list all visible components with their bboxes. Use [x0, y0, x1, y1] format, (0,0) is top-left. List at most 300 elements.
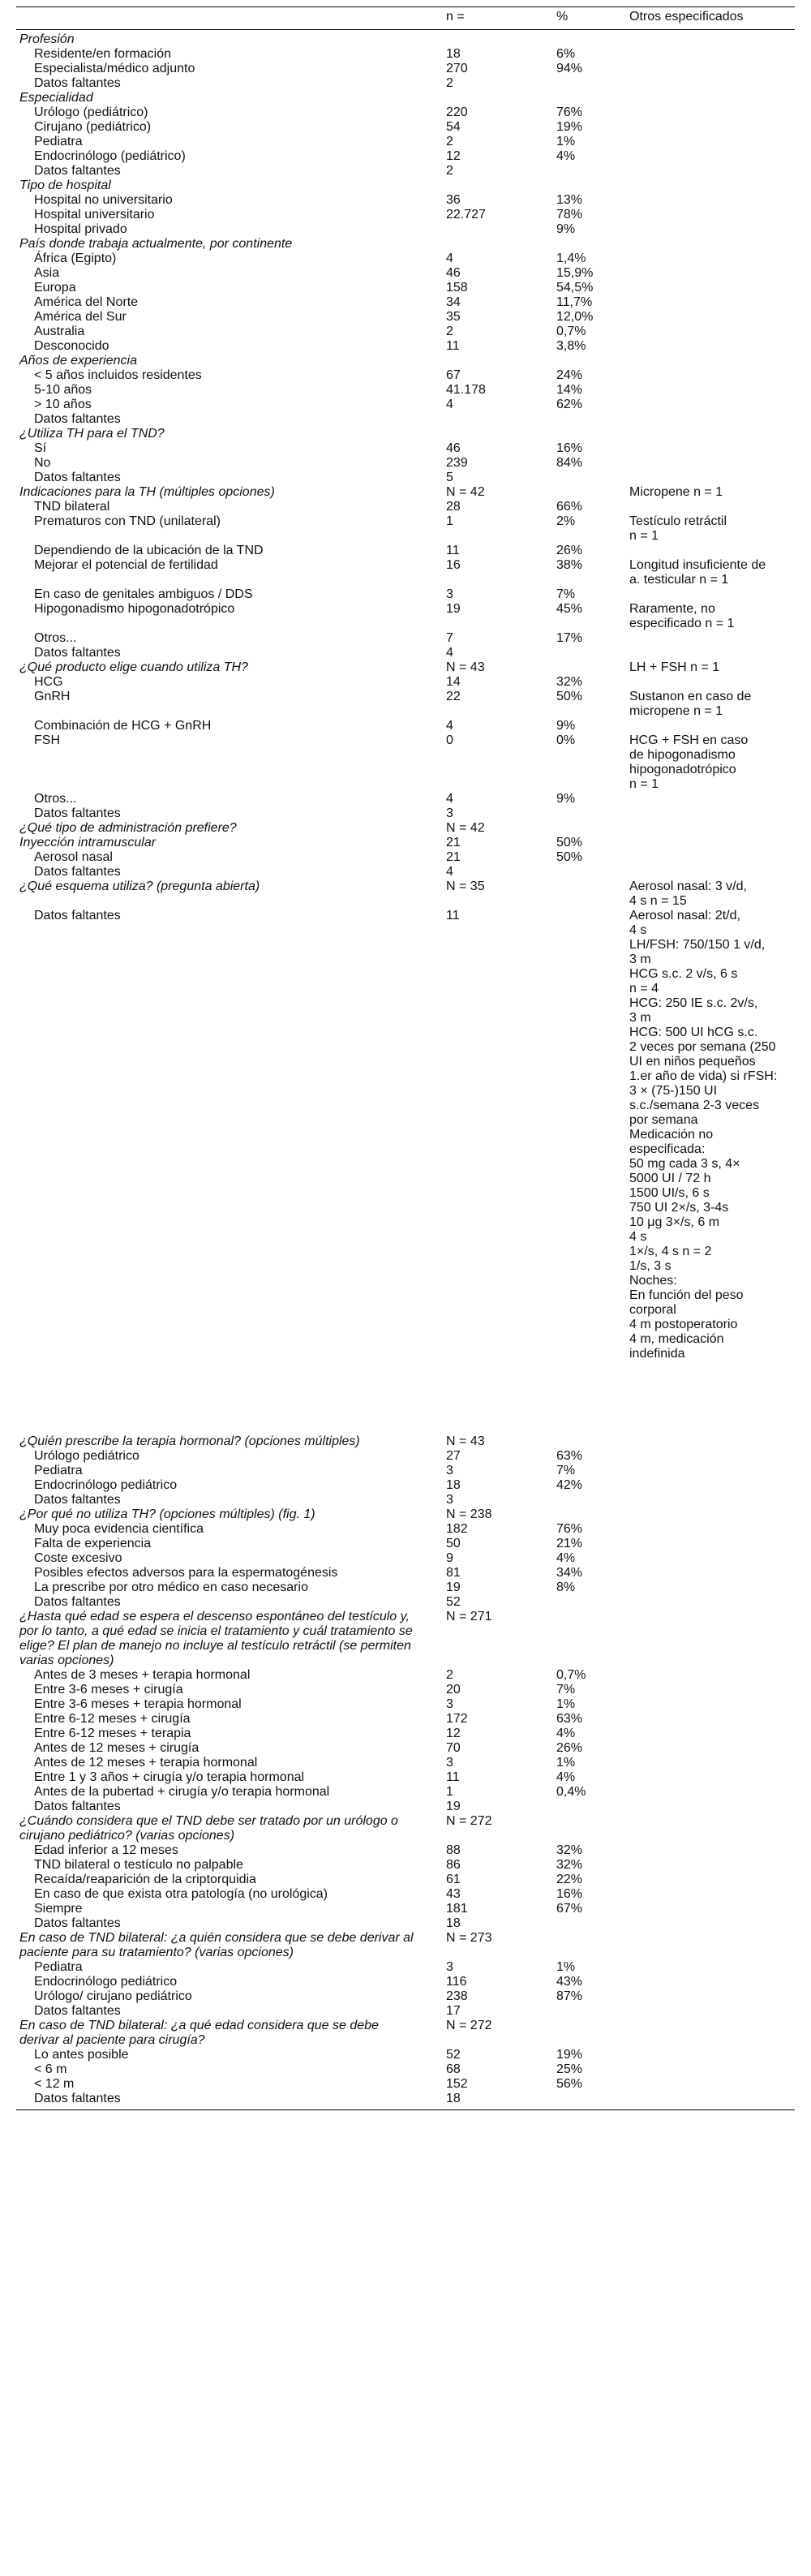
cell-n: 52 [446, 1595, 461, 1609]
table-row [0, 602, 811, 631]
row-label: Datos faltantes [34, 646, 121, 660]
table-row [0, 47, 811, 62]
cell-n: 22.727 [446, 208, 486, 221]
cell-percent: 26% [556, 544, 583, 557]
cell-percent: 9% [556, 719, 576, 733]
cell-n: 7 [446, 631, 453, 645]
cell-n: 2 [446, 1668, 453, 1682]
cell-n: 4 [446, 252, 453, 265]
section-row [0, 836, 811, 850]
table-row [0, 149, 811, 164]
row-label: Datos faltantes [34, 1493, 121, 1507]
table-row [0, 76, 811, 91]
cell-other: Aerosol nasal: 2t/d, 4 s LH/FSH: 750/150 1 v/d, 3 m HCG s.c. 2 v/s, 6 s n = 4 HCG: 250 IE s.c. 2v/s, 3 m HCG: 500 UI hCG s.c. 2 veces por semana (250 UI en niños pequeños 1.er año de vida) si rFSH: 3 × (75-)150 UI s.c./semana 2-3 veces por semana Medicación no especificada: 50 mg cada 3 s, 4× 5000 UI / 72 h 1500 UI/s, 6 s 750 UI 2×/s, 3-4s 10 μg 3×/s, 6 m 4 s 1×/s, 4 s n = 2 1/s, 3 s Noches: En función del peso corporal 4 m postoperatorio 4 m, medicación indefinida [629, 909, 778, 1361]
row-label: Endocrinólogo pediátrico [34, 1975, 178, 1989]
cell-other: Micropene n = 1 [629, 485, 723, 499]
table-row [0, 1756, 811, 1770]
cell-n: 3 [446, 1697, 453, 1711]
table-row [0, 1668, 811, 1683]
cell-percent: 4% [556, 149, 576, 163]
cell-percent: 7% [556, 1683, 576, 1697]
row-label: Datos faltantes [34, 76, 121, 90]
table-row [0, 105, 811, 120]
section-row [0, 427, 811, 441]
cell-percent: 1% [556, 1697, 576, 1711]
row-label: HCG [34, 675, 63, 689]
cell-n: 70 [446, 1741, 461, 1755]
row-label: Otros... [34, 792, 77, 806]
cell-percent: 4% [556, 1727, 576, 1740]
cell-percent: 42% [556, 1478, 583, 1492]
cell-percent: 32% [556, 1858, 583, 1872]
cell-n: N = 42 [446, 821, 485, 835]
cell-other: HCG + FSH en caso de hipogonadismo hipogonadotrópico n = 1 [629, 733, 749, 791]
row-label: Antes de 12 meses + terapia hormonal [34, 1756, 258, 1770]
row-label: > 10 años [34, 398, 92, 411]
cell-percent: 12,0% [556, 310, 594, 324]
table-row [0, 252, 811, 266]
table-row [0, 1858, 811, 1873]
cell-percent: 4% [556, 1770, 576, 1784]
section-row [0, 354, 811, 368]
table-row [0, 1551, 811, 1566]
cell-percent: 7% [556, 1464, 576, 1477]
table-row [0, 1522, 811, 1537]
cell-percent: 25% [556, 2062, 583, 2076]
cell-n: 0 [446, 733, 453, 747]
table-row [0, 2048, 811, 2062]
section-label: ¿Hasta qué edad se espera el descenso espontáneo del testículo y, por lo tanto, a qué edad se inicia el tratamiento y cuál tratamiento se elige? El plan de manejo no incluye al testículo retráctil (se permiten varias opciones) [19, 1610, 413, 1667]
table-row [0, 383, 811, 398]
table-row [0, 1770, 811, 1785]
table-row [0, 164, 811, 178]
cell-percent: 9% [556, 792, 576, 806]
row-label: Residente/en formación [34, 47, 171, 61]
table-row [0, 398, 811, 412]
section-row [0, 1931, 811, 1960]
section-row [0, 821, 811, 836]
section-label: Inyección intramuscular [19, 836, 157, 849]
cell-n: N = 272 [446, 2019, 492, 2032]
cell-n: 2 [446, 76, 453, 90]
cell-n: 20 [446, 1683, 461, 1697]
table-row [0, 281, 811, 295]
cell-other: LH + FSH n = 1 [629, 660, 720, 674]
table-row [0, 456, 811, 471]
row-label: Datos faltantes [34, 1595, 121, 1609]
cell-n: 34 [446, 295, 461, 309]
row-label: Coste excesivo [34, 1551, 122, 1565]
cell-n: 11 [446, 339, 460, 353]
cell-percent: 9% [556, 222, 576, 236]
row-label: Antes de 12 meses + cirugía [34, 1741, 200, 1755]
row-label: Cirujano (pediátrico) [34, 120, 152, 134]
row-label: África (Egipto) [34, 252, 117, 265]
row-label: Antes de 3 meses + terapia hormonal [34, 1668, 251, 1682]
row-label: Entre 6-12 meses + terapia [34, 1727, 191, 1740]
cell-n: 158 [446, 281, 468, 295]
cell-n: 19 [446, 602, 461, 616]
cell-percent: 50% [556, 850, 583, 864]
cell-percent: 15,9% [556, 266, 594, 280]
cell-n: 21 [446, 836, 461, 849]
cell-other: Raramente, no especificado n = 1 [629, 602, 735, 630]
table-row [0, 1683, 811, 1697]
cell-n: 5 [446, 471, 453, 484]
table-row [0, 266, 811, 281]
table-row [0, 733, 811, 792]
table-row [0, 295, 811, 310]
table-row [0, 690, 811, 719]
section-row [0, 91, 811, 105]
cell-n: 172 [446, 1712, 468, 1726]
row-label: Australia [34, 325, 85, 338]
row-label: Datos faltantes [34, 1800, 121, 1813]
cell-other: Testículo retráctil n = 1 [629, 514, 727, 543]
cell-n: 3 [446, 806, 453, 820]
table-row [0, 1464, 811, 1478]
cell-percent: 3,8% [556, 339, 586, 353]
table-row [0, 1960, 811, 1975]
cell-percent: 19% [556, 120, 583, 134]
cell-percent: 62% [556, 398, 583, 411]
section-label: Indicaciones para la TH (múltiples opciones) [19, 485, 275, 499]
cell-percent: 50% [556, 690, 583, 703]
cell-n: 152 [446, 2077, 468, 2091]
cell-n: 18 [446, 1916, 461, 1930]
table-row [0, 339, 811, 354]
section-label: ¿Qué producto elige cuando utiliza TH? [19, 660, 248, 674]
row-label: Urólogo (pediátrico) [34, 105, 148, 119]
cell-percent: 16% [556, 441, 583, 455]
section-row [0, 178, 811, 193]
cell-percent: 32% [556, 1843, 583, 1857]
cell-percent: 19% [556, 2048, 583, 2062]
table-row [0, 631, 811, 646]
table-row [0, 514, 811, 544]
section-row [0, 879, 811, 909]
table-row [0, 1566, 811, 1580]
table-row [0, 544, 811, 558]
table-row [0, 2004, 811, 2019]
table-row [0, 310, 811, 325]
cell-n: N = 238 [446, 1507, 492, 1521]
row-label: América del Sur [34, 310, 127, 324]
row-label: Falta de experiencia [34, 1537, 152, 1550]
table-row [0, 1800, 811, 1814]
table-row [0, 1741, 811, 1756]
row-label: La prescribe por otro médico en caso necesario [34, 1580, 308, 1594]
row-label: GnRH [34, 690, 71, 703]
cell-percent: 32% [556, 675, 583, 689]
row-label: Pediatra [34, 1960, 83, 1974]
row-label: Combinación de HCG + GnRH [34, 719, 212, 733]
cell-percent: 1,4% [556, 252, 586, 265]
row-label: Entre 3-6 meses + cirugía [34, 1683, 183, 1697]
table-row [0, 1449, 811, 1464]
row-label: TND bilateral [34, 500, 110, 514]
cell-percent: 0% [556, 733, 576, 747]
section-row [0, 1507, 811, 1522]
section-row [0, 2019, 811, 2048]
row-label: Datos faltantes [34, 412, 121, 426]
cell-percent: 63% [556, 1712, 583, 1726]
cell-n: 3 [446, 1493, 453, 1507]
cell-n: 12 [446, 149, 461, 163]
cell-percent: 0,4% [556, 1785, 586, 1799]
table-row [0, 1537, 811, 1551]
row-label: Pediatra [34, 1464, 83, 1477]
cell-percent: 50% [556, 836, 583, 849]
row-label: Pediatra [34, 135, 83, 148]
table-header-rule [16, 29, 795, 30]
section-label: ¿Quién prescribe la terapia hormonal? (opciones múltiples) [19, 1434, 360, 1448]
row-label: 5-10 años [34, 383, 92, 397]
cell-percent: 94% [556, 62, 583, 75]
row-label: Recaída/reaparición de la criptorquidia [34, 1873, 256, 1886]
cell-percent: 8% [556, 1580, 576, 1594]
cell-n: 3 [446, 1960, 453, 1974]
table-row [0, 646, 811, 660]
cell-n: 16 [446, 558, 461, 572]
section-label: País donde trabaja actualmente, por continente [19, 237, 293, 251]
cell-percent: 43% [556, 1975, 583, 1989]
row-label: Urólogo/ cirujano pediátrico [34, 1989, 192, 2003]
cell-n: 116 [446, 1975, 467, 1989]
cell-other: Longitud insuficiente de a. testicular n = 1 [629, 558, 766, 587]
row-label: Especialista/médico adjunto [34, 62, 195, 75]
row-label: TND bilateral o testículo no palpable [34, 1858, 243, 1872]
cell-percent: 11,7% [556, 295, 593, 309]
row-label: < 12 m [34, 2077, 75, 2091]
row-label: Aerosol nasal [34, 850, 113, 864]
cell-percent: 63% [556, 1449, 583, 1463]
cell-n: 21 [446, 850, 461, 864]
table-row [0, 719, 811, 733]
cell-n: 46 [446, 266, 461, 280]
row-label: Lo antes posible [34, 2048, 129, 2062]
section-row [0, 485, 811, 500]
row-label: Siempre [34, 1902, 83, 1916]
cell-percent: 17% [556, 631, 583, 645]
table-row [0, 1902, 811, 1916]
cell-n: 182 [446, 1522, 468, 1536]
cell-n: N = 43 [446, 1434, 485, 1448]
cell-n: 28 [446, 500, 461, 514]
table-row [0, 1975, 811, 1989]
row-label: Entre 3-6 meses + terapia hormonal [34, 1697, 242, 1711]
cell-n: 54 [446, 120, 461, 134]
table-row [0, 1916, 811, 1931]
table-row [0, 909, 811, 1434]
table-row [0, 1727, 811, 1741]
table-row [0, 412, 811, 427]
cell-n: N = 271 [446, 1610, 492, 1623]
cell-n: 2 [446, 164, 453, 178]
cell-n: 270 [446, 62, 468, 75]
row-label: Edad inferior a 12 meses [34, 1843, 178, 1857]
cell-percent: 45% [556, 602, 583, 616]
row-label: Dependiendo de la ubicación de la TND [34, 544, 264, 557]
section-row [0, 1814, 811, 1843]
section-label: En caso de TND bilateral: ¿a qué edad considera que se debe derivar al paciente para cirugía? [19, 2019, 379, 2047]
cell-n: 4 [446, 646, 453, 660]
section-label: Profesión [19, 32, 75, 46]
cell-percent: 87% [556, 1989, 583, 2003]
cell-n: 43 [446, 1887, 461, 1901]
cell-n: N = 272 [446, 1814, 492, 1828]
table-row [0, 208, 811, 222]
table-row [0, 471, 811, 485]
table-row [0, 2062, 811, 2077]
row-label: América del Norte [34, 295, 139, 309]
table-header-row [0, 10, 811, 28]
cell-percent: 56% [556, 2077, 583, 2091]
section-label: Años de experiencia [19, 354, 137, 368]
row-label: Hospital no universitario [34, 193, 173, 207]
row-label: Hospital privado [34, 222, 127, 236]
header-n: n = [446, 10, 465, 24]
cell-percent: 38% [556, 558, 583, 572]
cell-percent: 22% [556, 1873, 583, 1886]
cell-n: 4 [446, 398, 453, 411]
section-row [0, 660, 811, 675]
row-label: Endocrinólogo pediátrico [34, 1478, 178, 1492]
cell-n: 50 [446, 1537, 461, 1550]
cell-n: 81 [446, 1566, 461, 1580]
cell-n: 18 [446, 1478, 461, 1492]
table-row [0, 1478, 811, 1493]
header-percent: % [556, 10, 569, 24]
cell-n: 12 [446, 1727, 461, 1740]
section-label: ¿Qué esquema utiliza? (pregunta abierta) [19, 879, 260, 893]
cell-n: 4 [446, 792, 453, 806]
cell-n: 1 [446, 514, 453, 528]
cell-percent: 14% [556, 383, 583, 397]
row-label: Antes de la pubertad + cirugía y/o terapia hormonal [34, 1785, 330, 1799]
header-other: Otros especificados [629, 10, 744, 24]
cell-n: N = 273 [446, 1931, 492, 1945]
table-row [0, 1843, 811, 1858]
row-label: Datos faltantes [34, 2004, 121, 2018]
row-label: Datos faltantes [34, 2092, 121, 2105]
section-row [0, 237, 811, 252]
cell-percent: 16% [556, 1887, 583, 1901]
cell-n: 46 [446, 441, 461, 455]
cell-other: Sustanon en caso de micropene n = 1 [629, 690, 752, 718]
cell-percent: 34% [556, 1566, 583, 1580]
cell-n: 41.178 [446, 383, 486, 397]
cell-n: 3 [446, 587, 453, 601]
cell-n: 4 [446, 719, 453, 733]
table-row [0, 500, 811, 514]
table-row [0, 675, 811, 690]
cell-other: Aerosol nasal: 3 v/d, 4 s n = 15 [629, 879, 747, 908]
row-label: Datos faltantes [34, 164, 121, 178]
cell-percent: 78% [556, 208, 583, 221]
cell-n: 17 [446, 2004, 461, 2018]
table-row [0, 2077, 811, 2092]
table-row [0, 1580, 811, 1595]
row-label: Muy poca evidencia científica [34, 1522, 204, 1536]
table-row [0, 62, 811, 76]
table-row [0, 193, 811, 208]
table-row [0, 792, 811, 806]
cell-n: 52 [446, 2048, 461, 2062]
table-row [0, 1887, 811, 1902]
cell-n: 238 [446, 1989, 468, 2003]
cell-n: 68 [446, 2062, 461, 2076]
cell-n: N = 43 [446, 660, 485, 674]
cell-percent: 21% [556, 1537, 583, 1550]
table-row [0, 1595, 811, 1610]
cell-n: 67 [446, 368, 461, 382]
row-label: Posibles efectos adversos para la espermatogénesis [34, 1566, 338, 1580]
cell-n: 35 [446, 310, 461, 324]
cell-n: 88 [446, 1843, 461, 1857]
row-label: Desconocido [34, 339, 109, 353]
table-bottom-rule [16, 2109, 795, 2110]
cell-percent: 66% [556, 500, 583, 514]
cell-n: 11 [446, 909, 460, 922]
table-row [0, 1712, 811, 1727]
row-label: Datos faltantes [34, 471, 121, 484]
cell-percent: 4% [556, 1551, 576, 1565]
cell-n: 18 [446, 2092, 461, 2105]
cell-n: 19 [446, 1580, 461, 1594]
table-row [0, 135, 811, 149]
table-row [0, 558, 811, 587]
row-label: No [34, 456, 51, 470]
cell-percent: 76% [556, 105, 583, 119]
cell-percent: 6% [556, 47, 576, 61]
section-label: Especialidad [19, 91, 93, 105]
row-label: Datos faltantes [34, 909, 121, 922]
row-label: Entre 1 y 3 años + cirugía y/o terapia hormonal [34, 1770, 305, 1784]
table-row [0, 587, 811, 602]
cell-n: N = 42 [446, 485, 485, 499]
cell-n: 18 [446, 47, 461, 61]
table-row [0, 865, 811, 879]
table-row [0, 1697, 811, 1712]
cell-n: 61 [446, 1873, 461, 1886]
section-label: ¿Qué tipo de administración prefiere? [19, 821, 237, 835]
section-label: Tipo de hospital [19, 178, 111, 192]
section-label: ¿Cuándo considera que el TND debe ser tratado por un urólogo o cirujano pediátrico? (varias opciones) [19, 1814, 398, 1843]
cell-n: N = 35 [446, 879, 485, 893]
row-label: Endocrinólogo (pediátrico) [34, 149, 186, 163]
cell-percent: 1% [556, 1756, 576, 1770]
row-label: Datos faltantes [34, 806, 121, 820]
section-label: ¿Utiliza TH para el TND? [19, 427, 165, 441]
cell-percent: 26% [556, 1741, 583, 1755]
table-row [0, 806, 811, 821]
row-label: Hospital universitario [34, 208, 155, 221]
cell-n: 86 [446, 1858, 461, 1872]
table-row [0, 850, 811, 865]
cell-n: 9 [446, 1551, 453, 1565]
table-row [0, 1785, 811, 1800]
row-label: Prematuros con TND (unilateral) [34, 514, 221, 528]
cell-n: 239 [446, 456, 468, 470]
section-row [0, 32, 811, 47]
table-row [0, 1989, 811, 2004]
row-label: Europa [34, 281, 76, 295]
cell-n: 11 [446, 1770, 460, 1784]
table-row [0, 368, 811, 383]
table-row [0, 222, 811, 237]
table-row [0, 1493, 811, 1507]
